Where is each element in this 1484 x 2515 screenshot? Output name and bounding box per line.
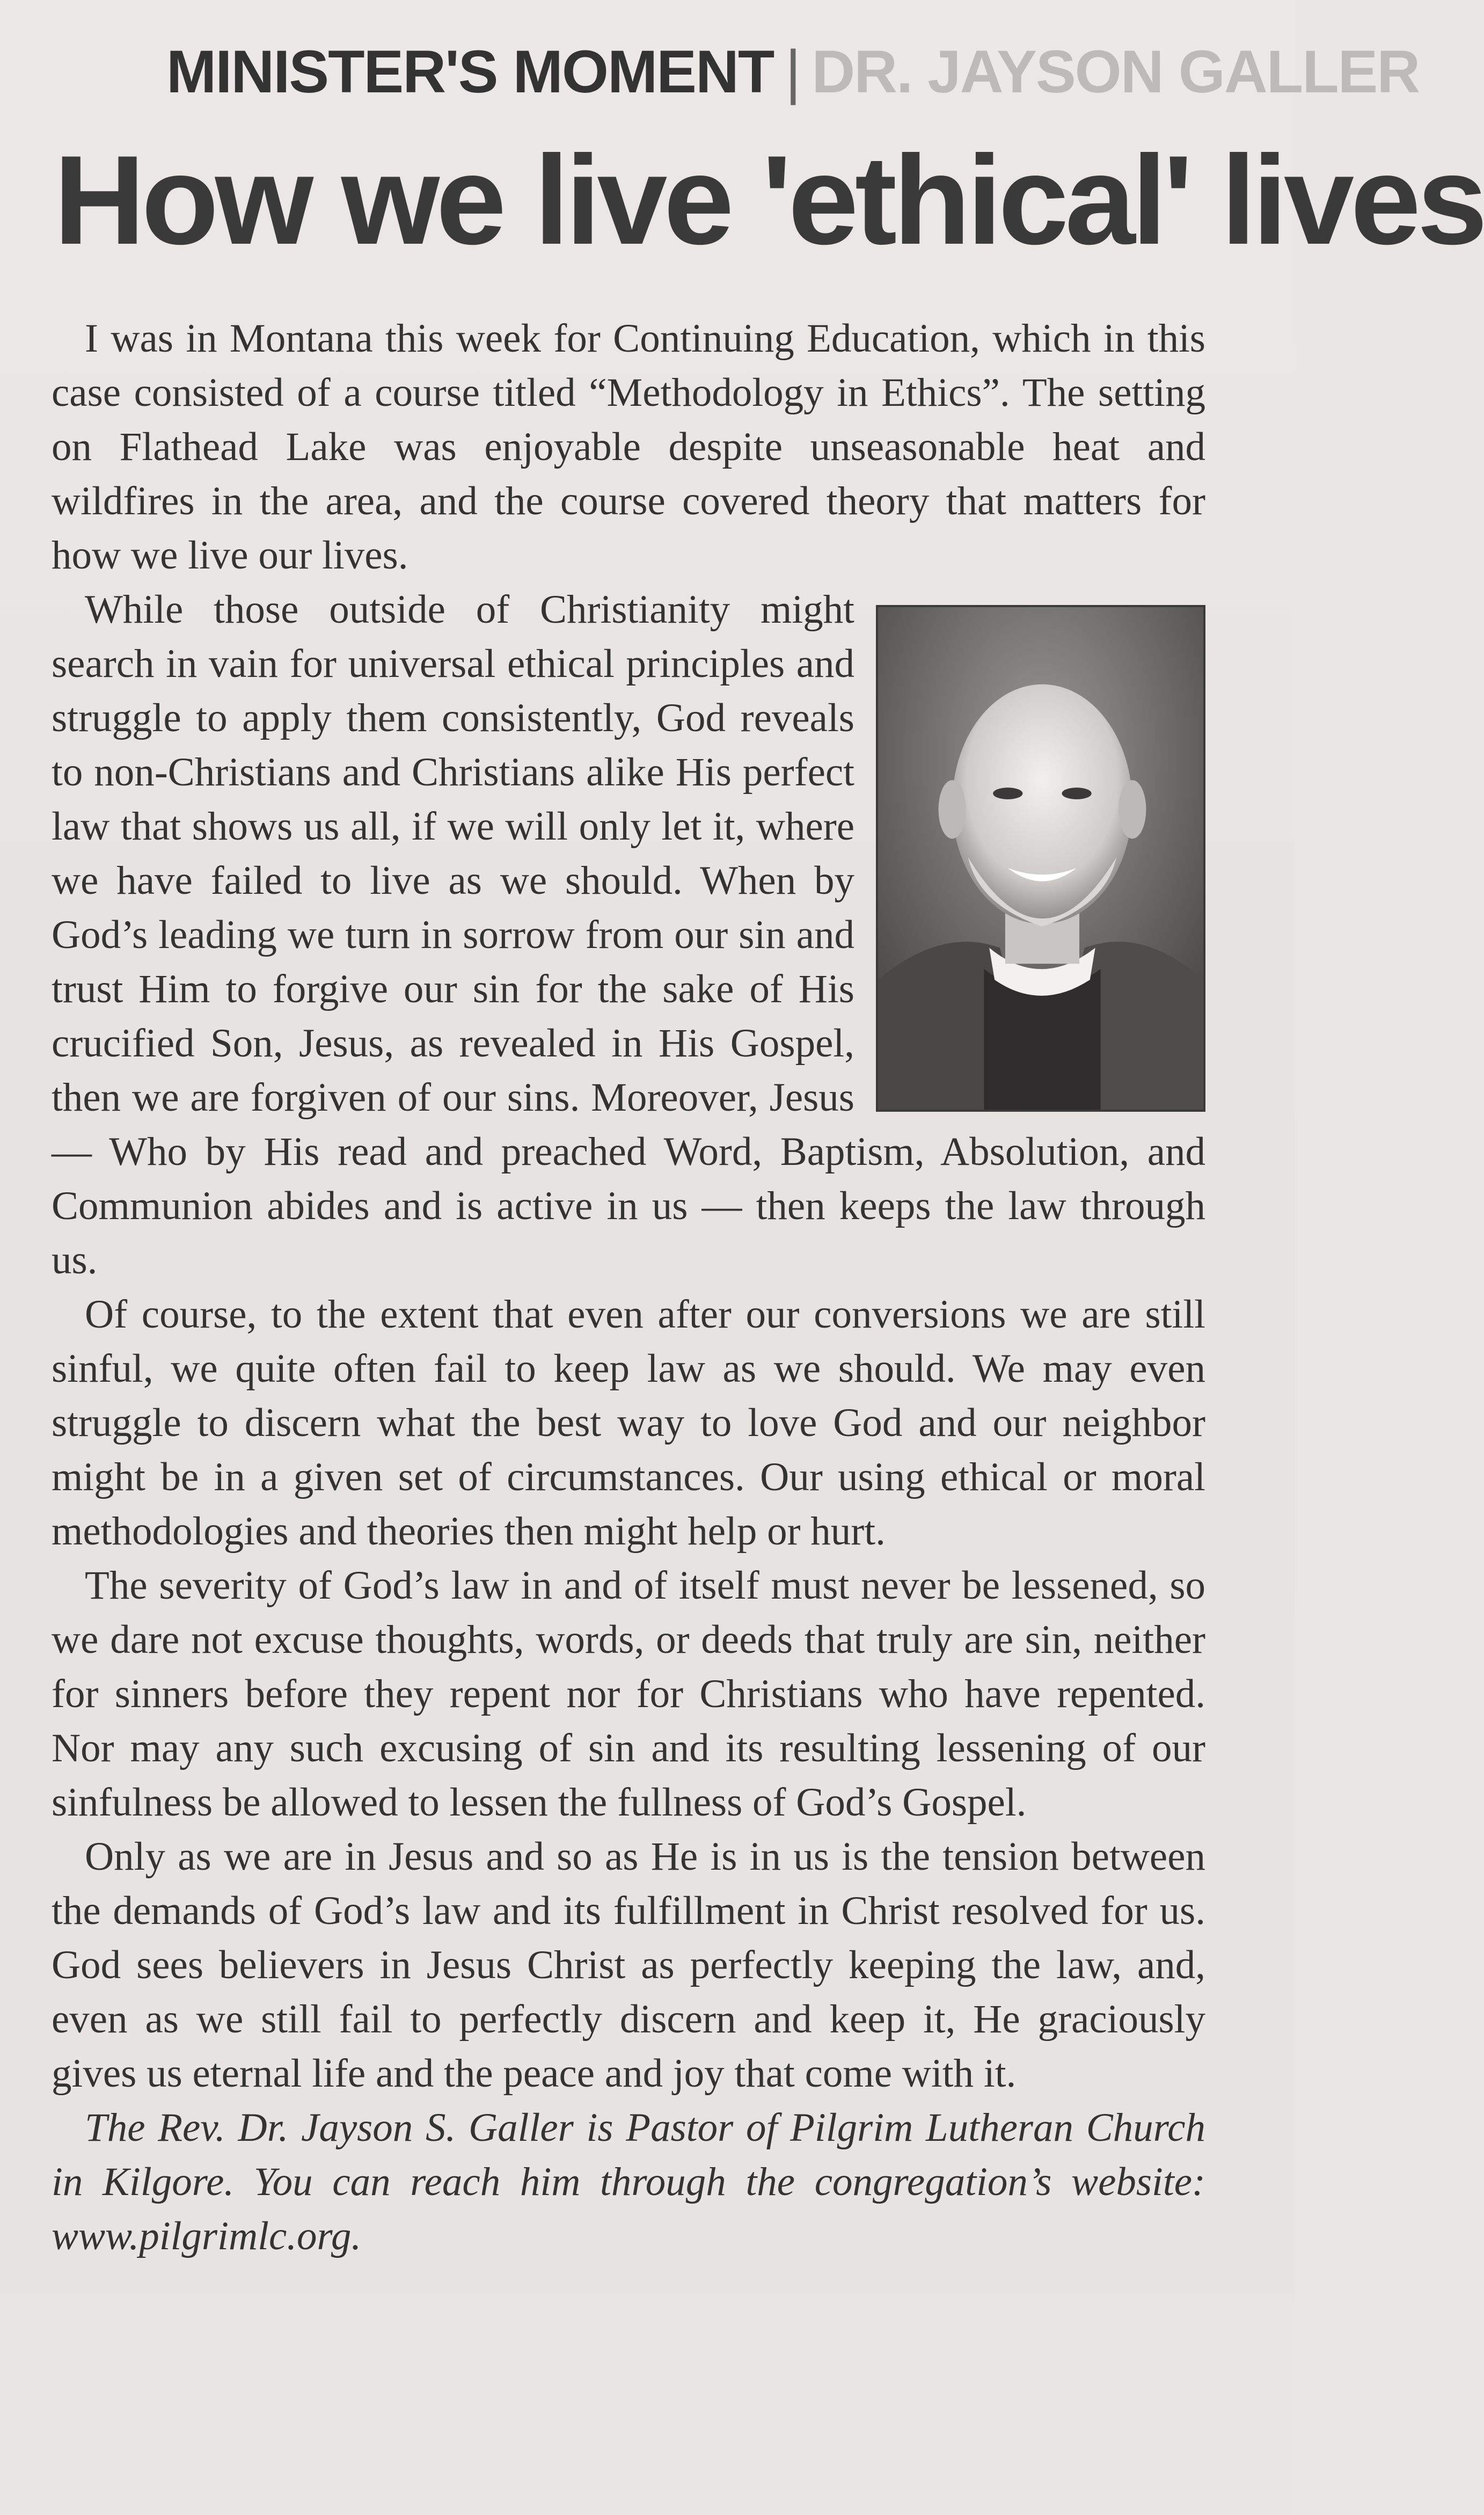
author-name: DR. JAYSON GALLER	[812, 38, 1420, 105]
paragraph-4: The severity of God’s law in and of itself must never be lessened, so we dare not excuse thoughts, words, or deeds that truly are sin, neither for sinners before they repent nor for Christians who have repented. Nor may any such excusing of sin and its resulting lessening of our sinfulness be allowed to lessen the fullness of God’s Gospel.	[52, 1563, 1205, 1825]
headline: How we live 'ethical' lives	[54, 129, 1484, 271]
paragraph-3: Of course, to the extent that even after our conversions we are still sinful, we quite often fail to keep law as we should. We may even struggle to discern what the best way to love God and our neighbor might be in a given set of circumstances. Our using ethical or moral methodologies and theories then might help or hurt.	[52, 1292, 1205, 1554]
kicker-separator: |	[785, 38, 800, 105]
author-portrait-image	[878, 607, 1203, 1110]
article-body	[52, 311, 1205, 2263]
paragraph-2: While those outside of Christianity might search in vain for universal ethical principles and struggle to apply them consistently, God reveals to non-Christians and Christians alike His perfect law that shows us all, if we will only let it, where we have failed to live as we should. When by God’s leading we turn in sorrow from our sin and trust Him to forgive our sin for the sake of His crucified Son, Jesus, as revealed in His Gospel, then we are forgiven of our sins. Moreover, Jesus — Who by His read and preached Word, Baptism, Absolution, and Communion abides and is active in us — then keeps the law through us.	[52, 587, 1205, 1282]
column-kicker	[166, 38, 1420, 105]
paragraph-5: Only as we are in Jesus and so as He is in us is the tension between the demands of God’s law and its fulfillment in Christ resolved for us. God sees believers in Jesus Christ as perfectly keeping the law, and, even as we still fail to perfectly discern and keep it, He graciously gives us eternal life and the peace and joy that come with it.	[52, 1834, 1205, 2096]
section-name: MINISTER'S MOMENT	[166, 38, 774, 105]
paragraph-1: I was in Montana this week for Continuing Education, which in this case consisted of a course titled “Methodology in Ethics”. The setting on Flathead Lake was enjoyable despite unseasonable heat and wildfires in the area, and the course covered theory that matters for how we live our lives.	[52, 316, 1205, 578]
author-photo	[876, 605, 1205, 1112]
author-bio: The Rev. Dr. Jayson S. Galler is Pastor of Pilgrim Lutheran Church in Kilgore. You can reach him through the congregation’s website: www.pilgrimlc.org.	[52, 2105, 1205, 2258]
